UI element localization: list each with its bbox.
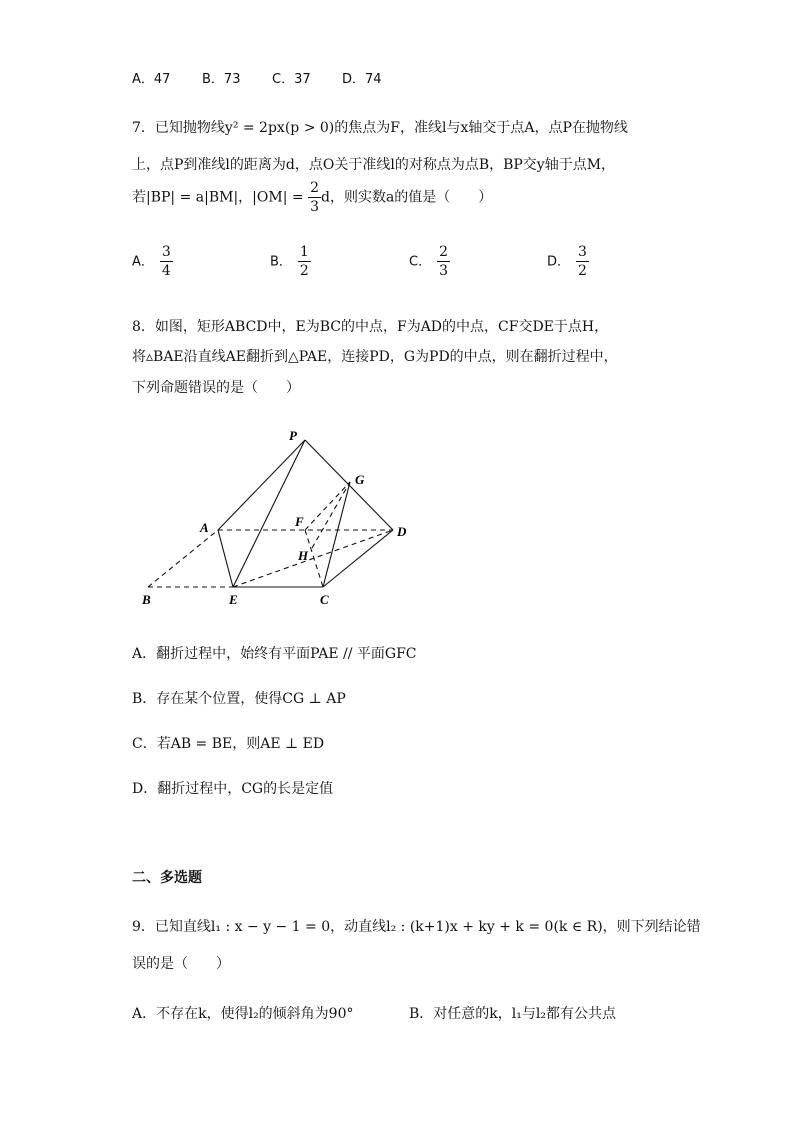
q8-option-a: A．翻折过程中，始终有平面PAE // 平面GFC bbox=[132, 646, 417, 662]
q8-line-2: 将▵BAE沿直线AE翻折到△PAE，连接PD，G为PD的中点，则在翻折过程中， bbox=[132, 349, 618, 365]
q7-option-a: A． $\frac{3}{4}$ bbox=[132, 244, 171, 279]
q7-option-b: B． $\frac{1}{2}$ bbox=[270, 244, 309, 279]
label-a: A bbox=[200, 520, 209, 535]
edge-hg bbox=[312, 482, 350, 548]
edge-cd bbox=[323, 530, 393, 587]
q7-two-thirds: $\frac{2}{3}$ bbox=[310, 180, 319, 215]
q7-option-c: C． $\frac{2}{3}$ bbox=[409, 244, 448, 279]
q8-line-1: 8．如图，矩形ABCD中，E为BC的中点，F为AD的中点，CF交DE于点H， bbox=[132, 319, 609, 335]
label-e: E bbox=[229, 592, 238, 607]
label-c: C bbox=[320, 592, 329, 607]
q7-line-2: 上，点P到准线l的距离为d，点O关于准线l的对称点为点B，BP交y轴于点M， bbox=[132, 157, 616, 173]
q6-option-b: B．73 bbox=[202, 72, 241, 87]
edge-fg bbox=[305, 482, 350, 530]
q7-option-d: D． $\frac{3}{2}$ bbox=[547, 244, 587, 279]
q8-option-b: B．存在某个位置，使得CG ⊥ AP bbox=[132, 691, 346, 707]
q6-option-c: C．37 bbox=[272, 72, 311, 87]
label-d: D bbox=[397, 524, 407, 539]
q8-option-c: C．若AB = BE，则AE ⊥ ED bbox=[132, 736, 325, 752]
edge-ae bbox=[218, 530, 233, 587]
q7-line-3-post: d，则实数a的值是（ ） bbox=[320, 189, 493, 206]
label-p: P bbox=[289, 428, 297, 443]
label-b: B bbox=[142, 592, 151, 607]
geometry-figure bbox=[130, 420, 420, 615]
section-title-multiple-choice: 二、多选题 bbox=[132, 870, 202, 886]
q8-line-3: 下列命题错误的是（ ） bbox=[132, 380, 300, 396]
q7-line-3 bbox=[132, 180, 492, 215]
q9-option-a: A．不存在k，使得l₂的倾斜角为90° bbox=[132, 1006, 354, 1022]
q9-line-2: 误的是（ ） bbox=[132, 956, 230, 972]
edge-ba bbox=[148, 530, 218, 587]
q9-option-b: B．对任意的k，l₁与l₂都有公共点 bbox=[409, 1006, 616, 1022]
q8-option-d: D．翻折过程中，CG的长是定值 bbox=[132, 781, 334, 797]
label-f: F bbox=[295, 514, 304, 529]
q7-line-1: 7．已知抛物线y² = 2px(p > 0)的焦点为F，准线l与x轴交于点A，点P在抛物线 bbox=[132, 120, 628, 136]
q7-line-3-pre: 若|BP| = a|BM|，|OM| = bbox=[132, 189, 309, 206]
label-g: G bbox=[355, 472, 365, 487]
q9-line-1: 9．已知直线l₁ : x − y − 1 = 0，动直线l₂ : (k+1)x + ky + k = 0(k ∈ R)，则下列结论错 bbox=[132, 919, 701, 935]
label-h: H bbox=[298, 548, 309, 563]
edge-pa bbox=[218, 440, 305, 530]
q6-option-d: D．74 bbox=[342, 72, 382, 87]
q6-option-a: A．47 bbox=[132, 72, 171, 87]
edge-cg bbox=[323, 482, 350, 587]
